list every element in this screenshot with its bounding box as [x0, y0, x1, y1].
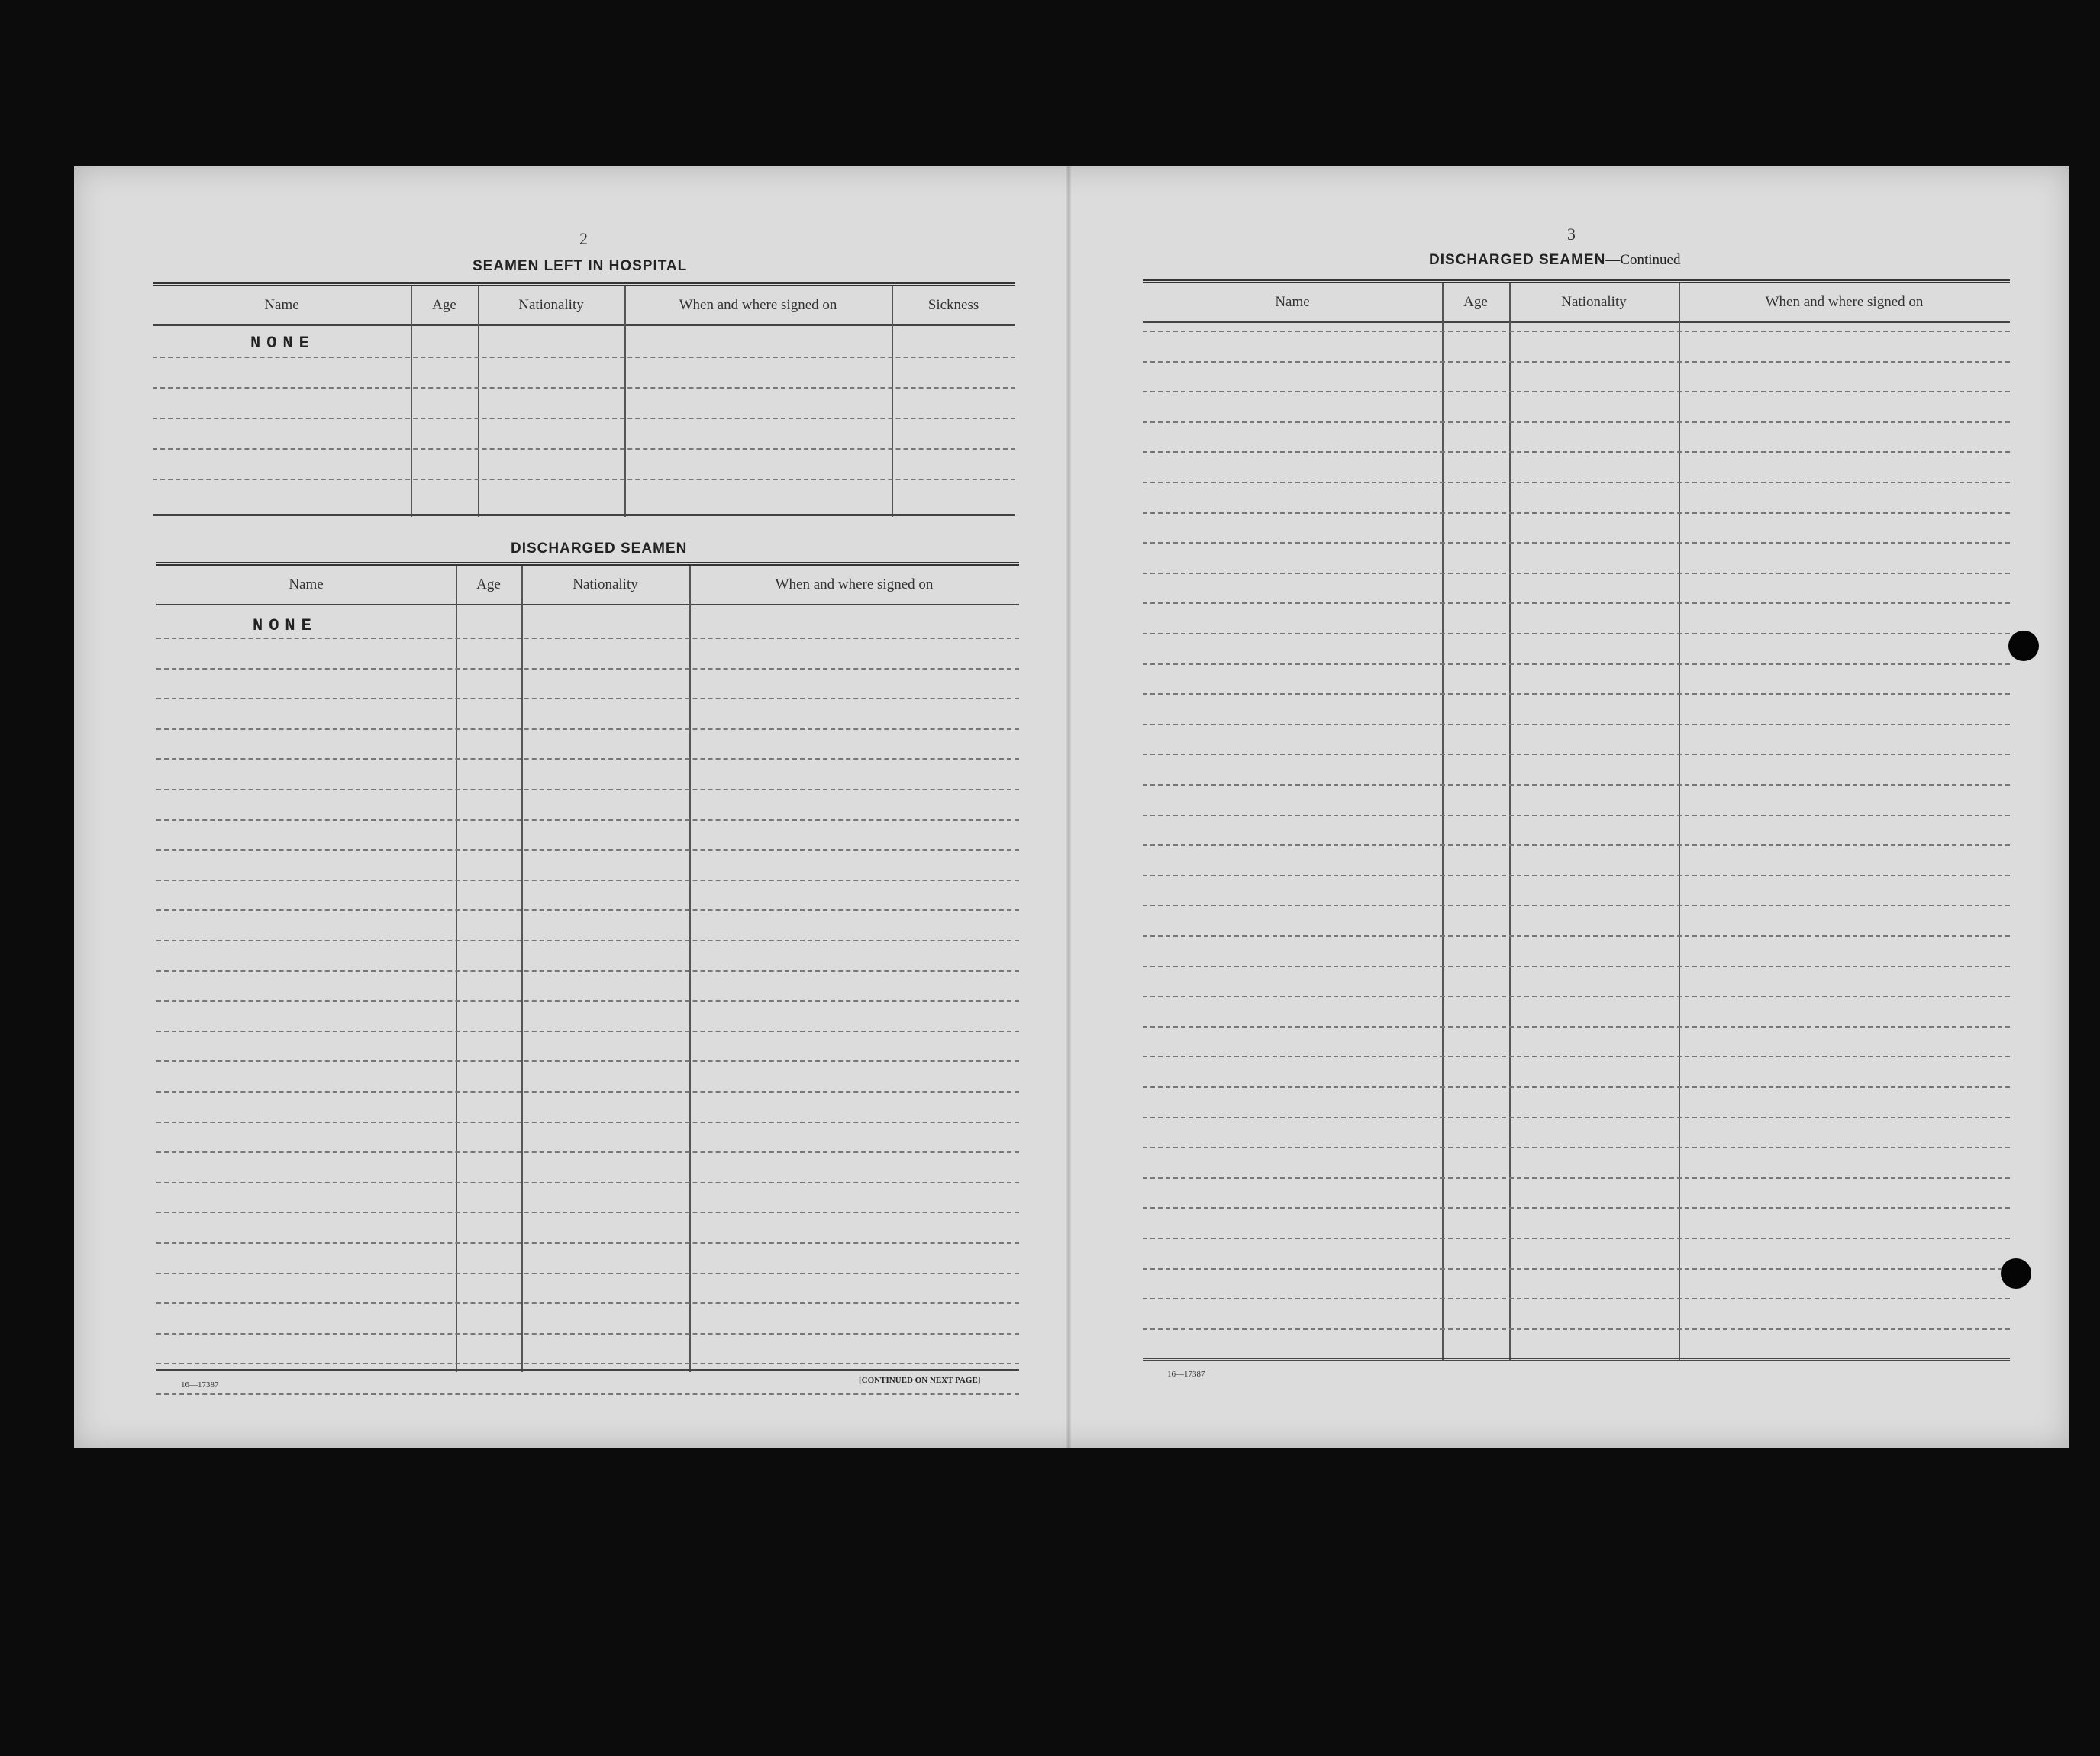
table-row: [156, 940, 1019, 941]
col-header-nationality: Nationality: [1509, 283, 1679, 323]
table-row: [1143, 633, 2010, 634]
table-row: [156, 1122, 1019, 1123]
table-row: [1143, 754, 2010, 755]
table-row: [1143, 421, 2010, 423]
table-row: [156, 1151, 1019, 1153]
page-number-right: 3: [1567, 224, 1576, 244]
table-row: [1143, 996, 2010, 997]
table-row: [1143, 905, 2010, 906]
hospital-section-title: SEAMEN LEFT IN HOSPITAL: [473, 258, 688, 274]
table-row: [156, 1363, 1019, 1364]
table-row: [1143, 663, 2010, 665]
form-code-left: 16—17387: [181, 1380, 219, 1390]
table-row: [156, 1333, 1019, 1335]
table-row: [156, 698, 1019, 699]
table-row: [1143, 815, 2010, 816]
table-row: [1143, 1298, 2010, 1299]
table-row: [1143, 602, 2010, 604]
table-row: [1143, 875, 2010, 876]
table-row: [156, 758, 1019, 760]
col-header-age: Age: [1442, 283, 1509, 323]
table-row: [156, 638, 1019, 639]
column-rule: [478, 286, 479, 517]
column-rule: [892, 286, 893, 517]
table-bottom-rule: [1143, 1358, 2010, 1361]
col-header-name: Name: [156, 566, 456, 605]
table-row: [156, 1242, 1019, 1244]
table-row: [1143, 1086, 2010, 1088]
table-row: [153, 357, 1015, 358]
table-row: [1143, 391, 2010, 392]
hospital-entry-name: NONE: [250, 334, 315, 353]
column-rule: [1679, 283, 1680, 1361]
column-rule: [624, 286, 626, 517]
hospital-table: [153, 282, 1015, 517]
table-row: [1143, 784, 2010, 786]
table-row: [1143, 451, 2010, 453]
table-row: [156, 1182, 1019, 1183]
table-row: [156, 1000, 1019, 1002]
table-row: [156, 819, 1019, 821]
column-rule: [411, 286, 412, 517]
continued-note: [CONTINUED ON NEXT PAGE]: [859, 1376, 981, 1385]
table-row: [156, 909, 1019, 911]
table-row: [1143, 693, 2010, 695]
col-header-signed-on: When and where signed on: [689, 566, 1019, 605]
col-header-age: Age: [456, 566, 521, 605]
table-row: [1143, 1207, 2010, 1209]
table-row: [156, 1060, 1019, 1062]
table-row: [1143, 1238, 2010, 1239]
table-row: [1143, 361, 2010, 363]
table-row: [1143, 573, 2010, 574]
col-header-signed-on: When and where signed on: [1679, 283, 2010, 323]
table-row: [1143, 1268, 2010, 1270]
table-row: [153, 479, 1015, 480]
punch-hole: [2001, 1258, 2031, 1289]
column-rule: [456, 566, 457, 1372]
title-main: DISCHARGED SEAMEN: [1429, 252, 1606, 268]
table-row: [153, 448, 1015, 450]
discharged-table-right: [1143, 279, 2010, 1361]
table-row: [1143, 1056, 2010, 1057]
table-row: [1143, 1026, 2010, 1028]
col-header-signed-on: When and where signed on: [624, 286, 892, 326]
table-row: [1143, 1328, 2010, 1330]
document-sheet: [74, 166, 2069, 1448]
discharged-entry-name: NONE: [253, 616, 318, 635]
table-row: [156, 880, 1019, 881]
punch-hole: [2008, 631, 2039, 661]
form-code-right: 16—17387: [1167, 1370, 1205, 1379]
table-row: [156, 668, 1019, 670]
table-row: [1143, 935, 2010, 937]
discharged-section-title: DISCHARGED SEAMEN: [511, 541, 688, 557]
table-bottom-rule: [156, 1369, 1019, 1371]
table-row: [156, 1273, 1019, 1274]
table-row: [1143, 542, 2010, 544]
column-rule: [1509, 283, 1511, 1361]
table-row: [156, 1302, 1019, 1304]
table-row: [156, 970, 1019, 972]
table-row: [1143, 1117, 2010, 1118]
table-row: [156, 789, 1019, 790]
table-row: [153, 387, 1015, 389]
table-row: [156, 728, 1019, 730]
discharged-continued-title: [1429, 252, 1680, 269]
table-row: [156, 1393, 1019, 1395]
table-row: [1143, 724, 2010, 725]
page-number-left: 2: [579, 229, 588, 248]
col-header-nationality: Nationality: [521, 566, 689, 605]
table-row: [1143, 1147, 2010, 1148]
column-rule: [1442, 283, 1444, 1361]
table-row: [156, 1091, 1019, 1093]
column-rule: [521, 566, 523, 1372]
title-suffix: —Continued: [1605, 252, 1681, 268]
table-row: [156, 1212, 1019, 1213]
table-row: [1143, 1177, 2010, 1179]
col-header-nationality: Nationality: [478, 286, 624, 326]
table-row: [1143, 482, 2010, 483]
col-header-sickness: Sickness: [892, 286, 1015, 326]
table-row: [1143, 512, 2010, 514]
table-row: [1143, 966, 2010, 967]
col-header-age: Age: [411, 286, 478, 326]
discharged-table-left: [156, 562, 1019, 1372]
table-row: [156, 1031, 1019, 1032]
center-fold: [1066, 166, 1071, 1448]
col-header-name: Name: [153, 286, 411, 326]
table-row: [156, 849, 1019, 851]
col-header-name: Name: [1143, 283, 1442, 323]
table-row: [153, 418, 1015, 419]
table-bottom-rule: [153, 514, 1015, 516]
table-row: [1143, 331, 2010, 332]
table-row: [1143, 844, 2010, 846]
column-rule: [689, 566, 691, 1372]
